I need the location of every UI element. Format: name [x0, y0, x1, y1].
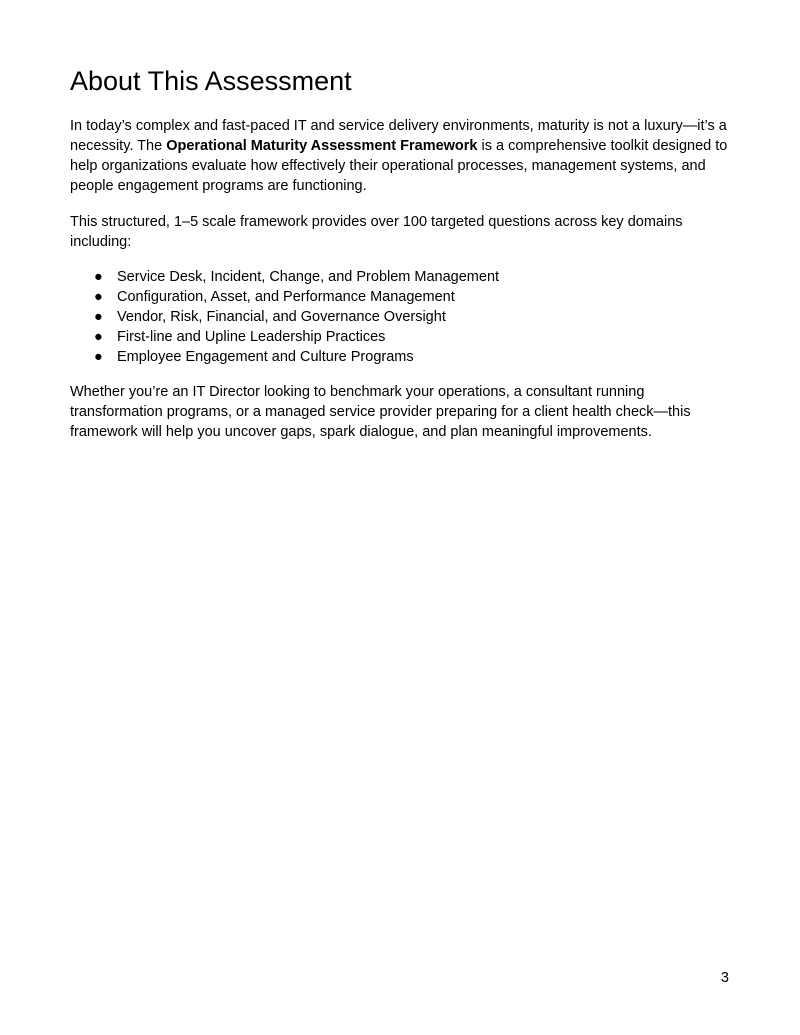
intro-paragraph: [70, 116, 730, 196]
domain-list: [70, 267, 499, 367]
bullet-icon: ●: [94, 309, 103, 325]
bullet-icon: ●: [94, 269, 103, 285]
framework-name: Operational Maturity Assessment Framework: [166, 138, 478, 154]
list-item: [70, 307, 499, 327]
framework-paragraph: This structured, 1–5 scale framework provides over 100 targeted questions across key domains including:: [70, 214, 683, 250]
list-item-text: Vendor, Risk, Financial, and Governance Oversight: [117, 309, 446, 325]
bullet-icon: ●: [94, 349, 103, 365]
list-item-text: Service Desk, Incident, Change, and Problem Management: [117, 269, 500, 285]
page-number: 3: [720, 970, 729, 986]
intro-text-start: In today’s complex and fast-paced IT and service delivery environments, maturity is not a luxury—it’s a necessity. The: [70, 118, 727, 154]
list-item: [70, 287, 499, 307]
page-title: About This Assessment: [70, 66, 352, 96]
list-item-text: First-line and Upline Leadership Practices: [117, 329, 386, 345]
bullet-icon: ●: [94, 329, 103, 345]
list-item: [70, 267, 499, 287]
list-item: [70, 327, 499, 347]
list-item-text: Configuration, Asset, and Performance Management: [117, 289, 455, 305]
intro-text-end: is a comprehensive toolkit designed to help organizations evaluate how effectively their operational processes, management systems, and people engagement programs are functioning.: [70, 138, 728, 194]
closing-paragraph: Whether you’re an IT Director looking to benchmark your operations, a consultant running transformation programs, or a managed service provider preparing for a client health check—this framework will help you uncover gaps, spark dialogue, and plan meaningful improvements.: [70, 384, 691, 440]
bullet-icon: ●: [94, 289, 103, 305]
list-item: [70, 347, 499, 367]
list-item-text: Employee Engagement and Culture Programs: [117, 349, 414, 365]
